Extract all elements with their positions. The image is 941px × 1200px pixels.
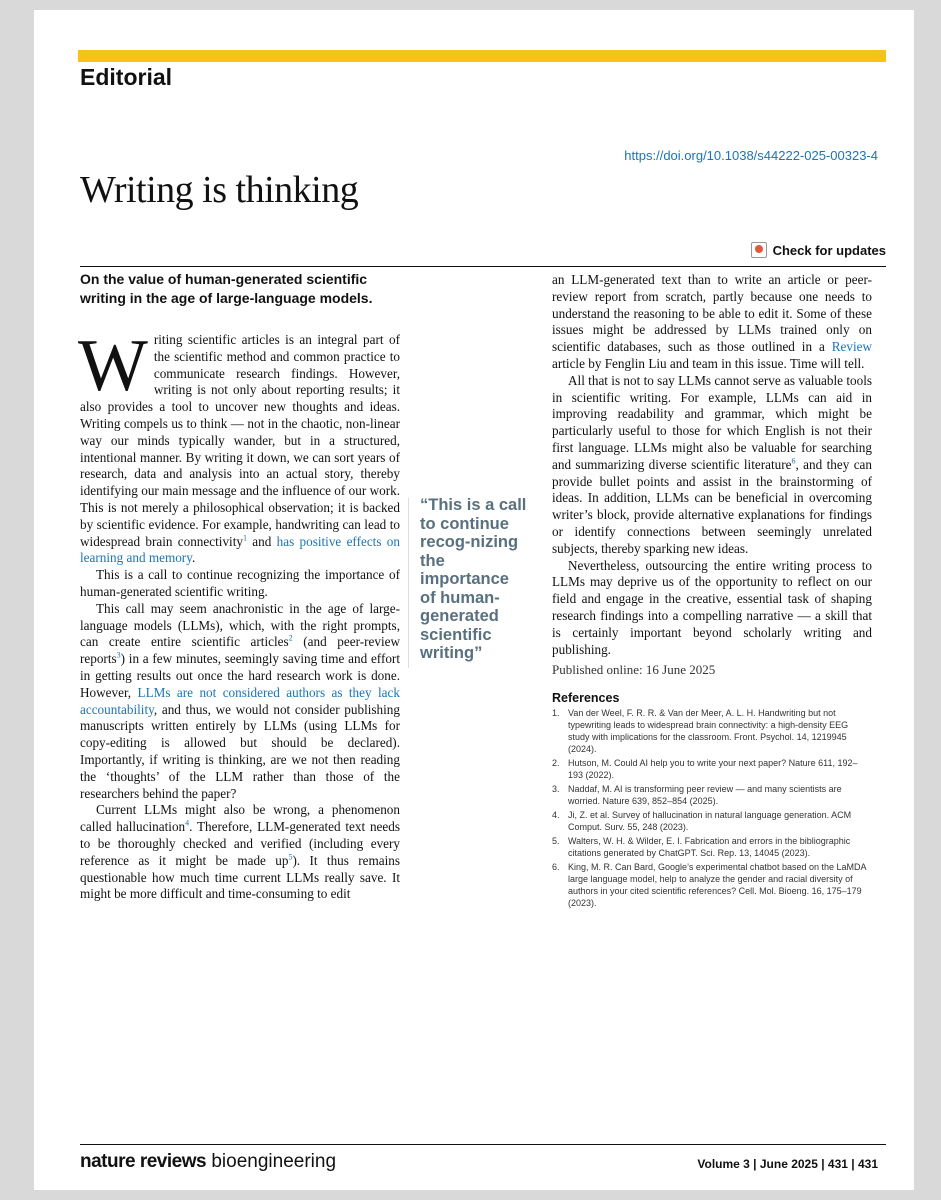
published-date: Published online: 16 June 2025 (552, 662, 716, 677)
section-label: Editorial (80, 64, 173, 90)
references-list (552, 707, 872, 911)
footer-rule (80, 1144, 886, 1145)
paragraph: an LLM-generated text than to write an article or peer-review report from scratch, partly because one needs to understand the reasoning to be able to edit it. Some of these issues might be addressed by LLMs trained only on scientific databases, such as those outlined in a Review article by Fenglin Liu and team in this issue. Time will tell. (552, 272, 872, 371)
citation[interactable]: 4 (185, 818, 190, 828)
reference-item: 6. King, M. R. Can Bard, Google’s experimental chatbot based on the LaMDA large language model, help to analyze the gender and racial diversity of authors in your cited scientific references? Cell. Mol. Bioeng. 16, 175–179 (2023). (552, 862, 867, 908)
pull-quote: “This is a call to continue recog-nizing the importance of human-generated scientific writing” (420, 496, 527, 662)
reference-item: 1. Van der Weel, F. R. R. & Van der Meer, A. L. H. Handwriting but not typewriting leads to widespread brain connectivity: a high-density EEG study with implications for the classroom. Front. Psychol. 14, 1219945 (2024). (552, 708, 849, 754)
citation[interactable]: 6 (791, 456, 796, 466)
paragraph: Nevertheless, outsourcing the entire writing process to LLMs may deprive us of the opportunity to reflect on our field and engage in the creative, essential task of shaping research findings into a compelling narrative — a skill that is certainly important beyond scholarly writing and publishing. (552, 557, 872, 657)
accent-bar (78, 50, 886, 62)
journal-brand: nature reviews bioengineering (80, 1151, 337, 1172)
check-updates-icon (751, 242, 767, 258)
paragraph: Current LLMs might also be wrong, a phenomenon called hallucination$^4$. Therefore, LLM-generated text needs to be thoroughly checked and verified (including every reference as it might be made $up^5$). It thus remains questionable how much time current LLMs really save. It might be more difficult and time-consuming to edit (80, 802, 400, 902)
references-heading: References (552, 691, 620, 705)
article-title: Writing is thinking (80, 169, 359, 211)
doi-link[interactable]: https://doi.org/10.1038/s44222-025-00323-4 (624, 148, 878, 163)
body-column-right (552, 272, 872, 658)
reference-item: 2. Hutson, M. Could AI help you to write your next paper? Nature 611, 192–193 (2022). (552, 758, 858, 780)
reference-item: 5. Walters, W. H. & Wilder, E. I. Fabrication and errors in the bibliographic citations generated by ChatGPT. Sci. Rep. 13, 14045 (2023). (552, 836, 851, 858)
drop-cap: W (78, 325, 148, 407)
citation[interactable]: 2 (288, 633, 293, 643)
journal-page (34, 10, 914, 1190)
inline-link[interactable]: Review (831, 339, 872, 355)
citation[interactable]: 1 (242, 533, 247, 543)
column-divider (408, 498, 409, 668)
header-rule (80, 266, 886, 267)
check-updates-label: Check for updates (772, 242, 886, 258)
paragraph: This is a call to continue recognizing the importance of human-generated scientific writing. (80, 567, 400, 599)
reference-item: 3. Naddaf, M. AI is transforming peer review — and many scientists are worried. Nature 639, 852–854 (2025). (552, 784, 842, 806)
check-for-updates-button[interactable] (751, 242, 886, 258)
standfirst: On the value of human-generated scientific writing in the age of large-language models. (80, 271, 373, 306)
body-column-left (78, 325, 400, 903)
inline-link[interactable]: has positive effects on learning and memory (80, 533, 400, 566)
citation[interactable]: 3 (116, 650, 121, 660)
paragraph: This call may seem anachronistic in the age of large-language models (LLMs), which, with the right prompts, can create entire scientific articles$^2$ (and peer-review reports$^3$) in a few minutes, seemingly saving time and effort in getting results out once the hard research work is done. However, LLMs are not considered authors as they lack accountability, and thus, we would not consider publishing manuscripts written entirely by LLMs (using LLMs for copy-editing is allowed but should be declared). Importantly, if writing is thinking, are we not then reading the ‘thoughts’ of the LLM rather than those of the researchers behind the paper? (80, 600, 400, 801)
paragraph: Writing scientific articles is an integral part of the scientific method and common practice to communicate research findings. However, writing is not only about reporting results; it also provides a tool to uncover new thoughts and ideas. Writing compels us to think — not in the chaotic, non-linear way our minds typically wander, but in a structured, intentional manner. By writing it down, we can sort years of research, data and analysis into an actual story, thereby identifying our main message and the influence of our work. This is not merely a philosophical observation; it is backed by scientific evidence. For example, handwriting can lead to widespread brain connectivity$^1$ and has positive effects on learning and memory. (78, 325, 400, 566)
reference-item: 4. Ji, Z. et al. Survey of hallucination in natural language generation. ACM Comput. Surv. 55, 248 (2023). (552, 810, 852, 832)
paragraph: All that is not to say LLMs cannot serve as valuable tools in scientific writing. For example, LLMs can aid in improving readability and grammar, which might be particularly useful to those for which English is not their first language. LLMs might also be valuable for searching and summarizing diverse scientific literature$^6$, and they can provide bullet points and assist in the brainstorming of ideas. In addition, LLMs can be beneficial in overcoming writer’s block, provide alternative explanations for findings or identify connections between seemingly unrelated subjects, thereby sparking new ideas. (552, 372, 873, 556)
volume-info: Volume 3 | June 2025 | 431 | 431 (697, 1157, 878, 1171)
citation[interactable]: 5 (288, 852, 293, 862)
inline-link[interactable]: LLMs are not considered authors as they lack accountability (80, 684, 400, 717)
